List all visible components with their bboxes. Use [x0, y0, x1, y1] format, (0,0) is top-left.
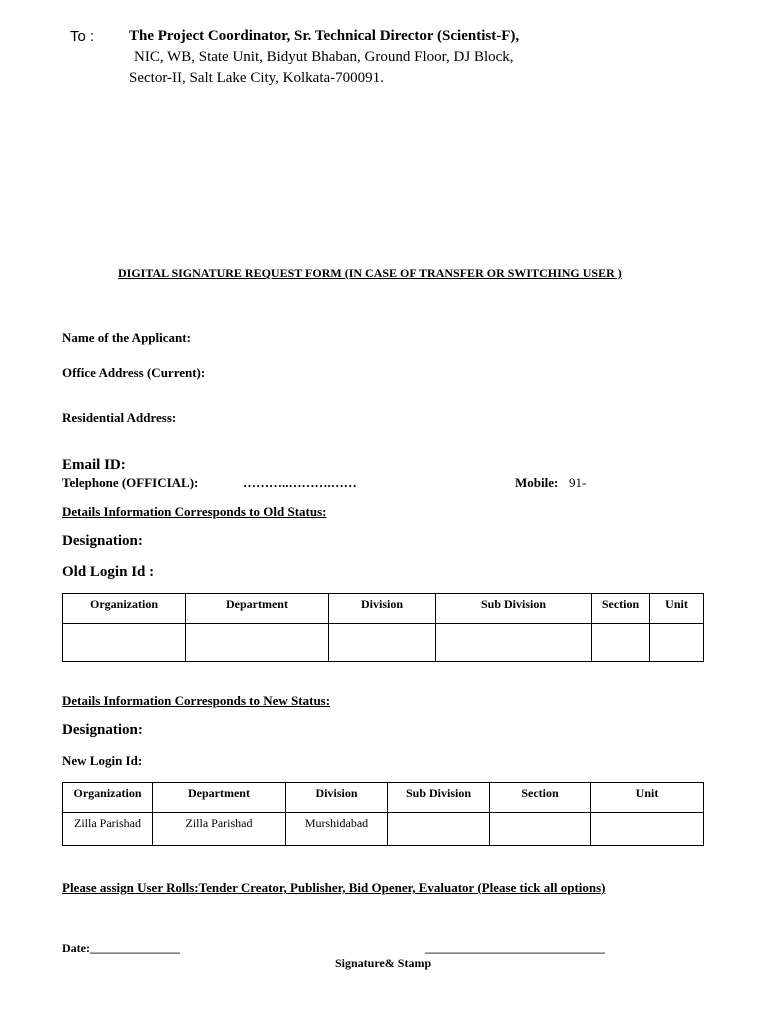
header-organization: Organization	[63, 783, 153, 813]
new-status-heading: Details Information Corresponds to New Status:	[62, 693, 331, 708]
cell-section	[592, 624, 650, 662]
cell-sub-division	[388, 813, 490, 846]
header-section: Section	[490, 783, 591, 813]
header-organization: Organization	[63, 594, 186, 624]
form-title: DIGITAL SIGNATURE REQUEST FORM (IN CASE OF TRANSFER OR SWITCHING USER )	[118, 266, 622, 280]
new-status-table	[62, 782, 704, 846]
mobile-label: Mobile:	[515, 475, 559, 490]
signature-line: ______________________________	[425, 941, 605, 955]
name-of-applicant-label: Name of the Applicant:	[62, 330, 191, 345]
cell-division: Murshidabad	[286, 813, 388, 846]
old-login-id-label: Old Login Id :	[62, 564, 155, 580]
recipient-line-1: The Project Coordinator, Sr. Technical Director (Scientist-F),	[129, 28, 520, 44]
date-label: Date:_______________	[62, 941, 180, 955]
email-label: Email ID:	[62, 457, 126, 473]
header-division: Division	[329, 594, 436, 624]
header-section: Section	[592, 594, 650, 624]
header-department: Department	[186, 594, 329, 624]
header-department: Department	[153, 783, 286, 813]
cell-department: Zilla Parishad	[153, 813, 286, 846]
header-division: Division	[286, 783, 388, 813]
user-roles-note: Please assign User Rolls:Tender Creator, Publisher, Bid Opener, Evaluator (Please tick all options)	[62, 880, 606, 895]
cell-unit	[591, 813, 704, 846]
table-row	[63, 624, 704, 662]
cell-department	[186, 624, 329, 662]
recipient-line-3: Sector-II, Salt Lake City, Kolkata-700091.	[129, 70, 384, 86]
table-header-row	[63, 783, 704, 813]
cell-division	[329, 624, 436, 662]
old-status-table	[62, 593, 704, 662]
cell-organization: Zilla Parishad	[63, 813, 153, 846]
new-designation-label: Designation:	[62, 722, 143, 738]
cell-section	[490, 813, 591, 846]
header-unit: Unit	[591, 783, 704, 813]
to-label: To :	[70, 28, 95, 45]
cell-sub-division	[436, 624, 592, 662]
new-login-id-label: New Login Id:	[62, 753, 143, 768]
cell-organization	[63, 624, 186, 662]
old-status-heading: Details Information Corresponds to Old Status:	[62, 504, 327, 519]
table-header-row	[63, 594, 704, 624]
office-address-label: Office Address (Current):	[62, 365, 206, 380]
telephone-label: Telephone (OFFICIAL):	[62, 475, 199, 490]
mobile-value: 91-	[569, 475, 587, 490]
telephone-value: ………..……….……	[243, 475, 357, 490]
header-sub-division: Sub Division	[436, 594, 592, 624]
cell-unit	[650, 624, 704, 662]
signature-stamp-label: Signature& Stamp	[335, 956, 432, 970]
header-sub-division: Sub Division	[388, 783, 490, 813]
recipient-line-2: NIC, WB, State Unit, Bidyut Bhaban, Ground Floor, DJ Block,	[134, 49, 514, 65]
header-unit: Unit	[650, 594, 704, 624]
old-designation-label: Designation:	[62, 533, 143, 549]
table-row	[63, 813, 704, 846]
residential-address-label: Residential Address:	[62, 410, 177, 425]
